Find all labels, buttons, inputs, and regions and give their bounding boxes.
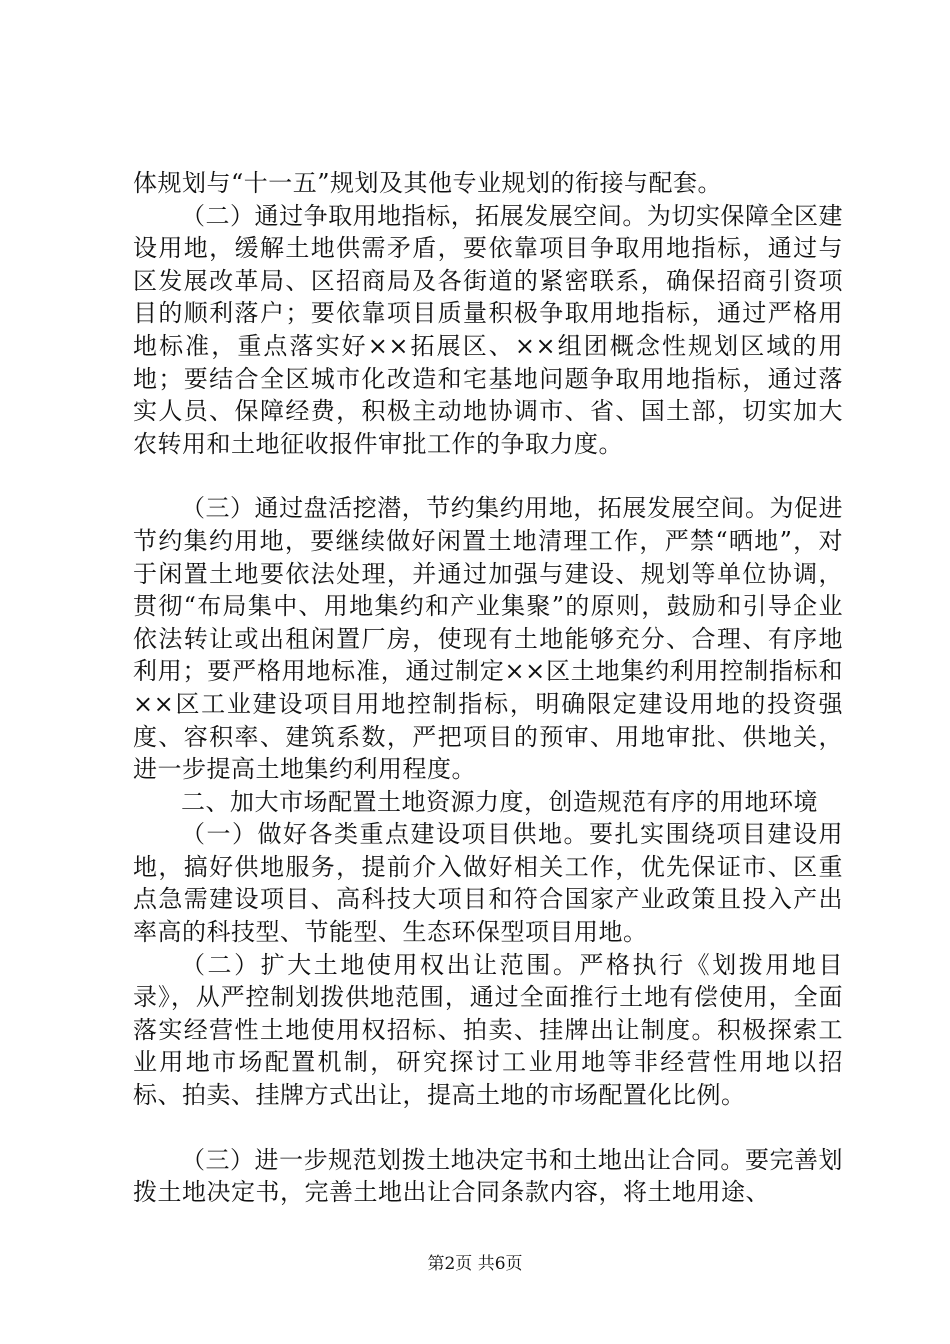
paragraph-land-transfer-scope: （二）扩大土地使用权出让范围。严格执行《划拨用地目录》，从严控制划拨供地范围，通过全面推行土地有偿使用，全面落实经营性土地使用权招标、拍卖、挂牌出让制度。积极探索工业用地市场配置机制，研究探讨工业用地等非经营性用地以招标、拍卖、挂牌方式出让，提高土地的市场配置化比例。	[133, 950, 843, 1110]
page-footer: 第2页 共6页	[427, 1254, 523, 1274]
document-body	[133, 167, 843, 1209]
paragraph-key-projects: （一）做好各类重点建设项目供地。要扎实围绕项目建设用地，搞好供地服务，提前介入做好相关工作，优先保证市、区重点急需建设项目、高科技大项目和符合国家产业政策且投入产出率高的科技型、节能型、生态环保型项目用地。	[133, 820, 843, 947]
paragraph-land-quota: （二）通过争取用地指标，拓展发展空间。为切实保障全区建设用地，缓解土地供需矛盾，要依靠项目争取用地指标，通过与区发展改革局、区招商局及各街道的紧密联系，确保招商引资项目的顺利落户；要依靠项目质量积极争取用地指标，通过严格用地标准，重点落实好××拓展区、××组团概念性规划区域的用地；要结合全区城市化改造和宅基地问题争取用地指标，通过落实人员、保障经费，积极主动地协调市、省、国土部，切实加大农转用和土地征收报件审批工作的争取力度。	[133, 201, 843, 458]
paragraph-allocation-contracts: （三）进一步规范划拨土地决定书和土地出让合同。要完善划拨土地决定书，完善土地出让合同条款内容，将土地用途、	[133, 1145, 843, 1207]
paragraph-land-saving: （三）通过盘活挖潜，节约集约用地，拓展发展空间。为促进节约集约用地，要继续做好闲置土地清理工作，严禁“晒地”，对于闲置土地要依法处理，并通过加强与建设、规划等单位协调，贯彻“布局集中、用地集约和产业集聚”的原则，鼓励和引导企业依法转让或出租闲置厂房，使现有土地能够充分、合理、有序地利用；要严格用地标准，通过制定××区土地集约利用控制指标和××区工业建设项目用地控制指标，明确限定建设用地的投资强度、容积率、建筑系数，严把项目的预审、用地审批、供地关，进一步提高土地集约利用程度。	[133, 494, 843, 784]
section-heading-market-allocation: 二、加大市场配置土地资源力度，创造规范有序的用地环境	[181, 787, 818, 816]
paragraph-continuation: 体规划与“十一五”规划及其他专业规划的衔接与配套。	[133, 169, 723, 197]
